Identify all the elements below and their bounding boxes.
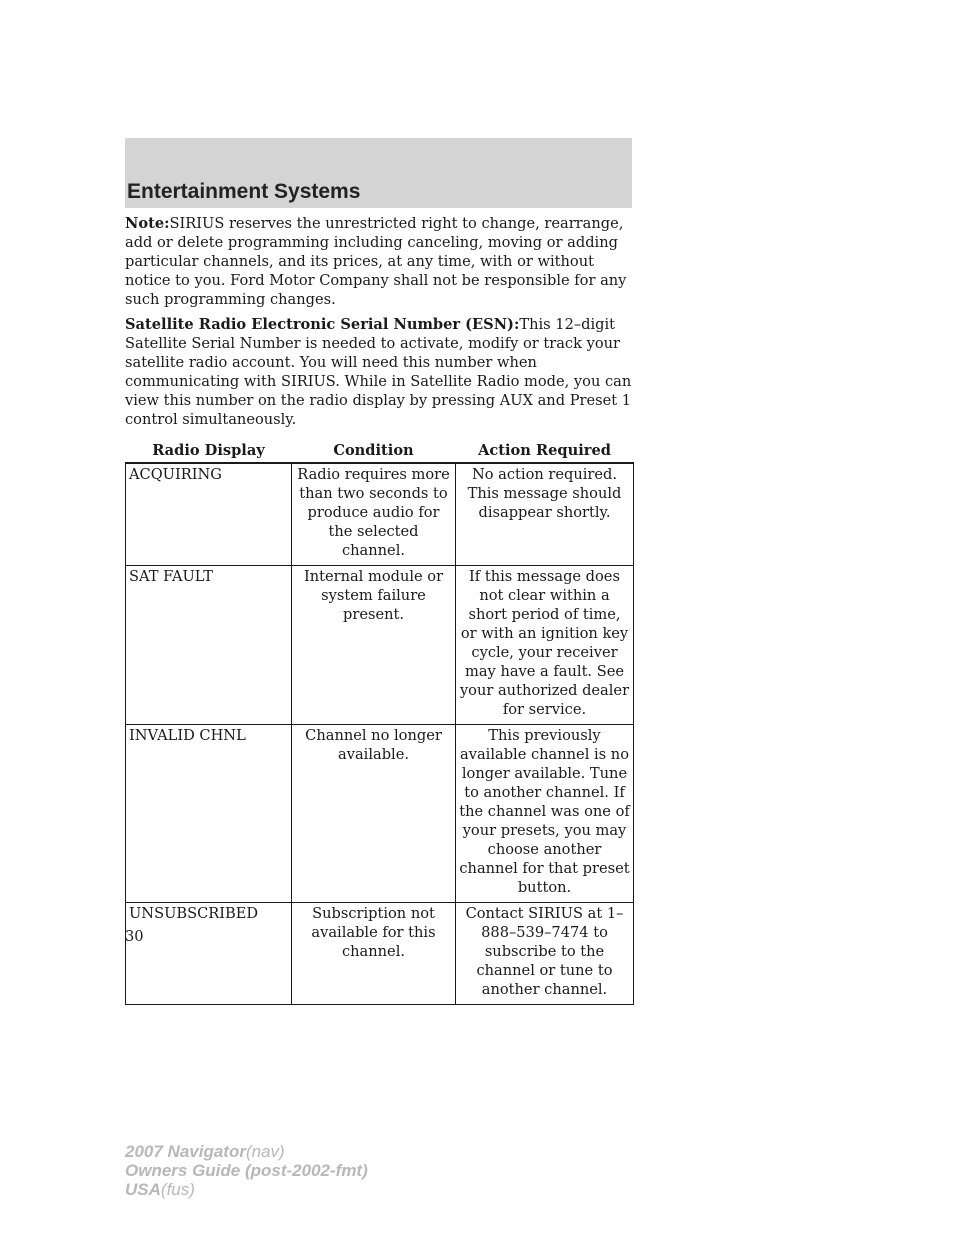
radio-display-cell: SAT FAULT	[126, 566, 292, 725]
table-row	[126, 725, 634, 903]
header-condition: Condition	[292, 437, 456, 463]
header-action-required: Action Required	[456, 437, 634, 463]
condition-cell: Channel no longer available.	[292, 725, 456, 903]
section-title: Entertainment Systems	[127, 180, 361, 203]
footer-model: 2007 Navigator	[125, 1142, 246, 1161]
footer-market: USA	[125, 1180, 161, 1199]
footer-market-code: (fus)	[160, 1180, 195, 1199]
page-content	[125, 214, 633, 1005]
esn-text: This 12–digit Satellite Serial Number is needed to activate, modify or track your satellite radio account. You will need this number when communicating with SIRIUS. While in Satellite Radio mode, you can view this number on the radio display by pressing AUX and Preset 1 control simultaneously.	[125, 316, 632, 428]
document-footer	[125, 1142, 368, 1199]
radio-display-cell: INVALID CHNL	[126, 725, 292, 903]
page-number: 30	[125, 928, 144, 945]
condition-cell: Subscription not available for this channel.	[292, 903, 456, 1005]
table-row	[126, 463, 634, 566]
footer-line-market	[125, 1180, 368, 1199]
table-row	[126, 903, 634, 1005]
action-cell: Contact SIRIUS at 1–888–539–7474 to subscribe to the channel or tune to another channel.	[456, 903, 634, 1005]
note-text: SIRIUS reserves the unrestricted right to change, rearrange, add or delete programming including canceling, moving or adding particular channels, and its prices, at any time, with or without notice to you. Ford Motor Company shall not be responsible for any such programming changes.	[125, 215, 627, 308]
note-paragraph	[125, 214, 633, 309]
footer-model-code: (nav)	[245, 1142, 285, 1161]
condition-cell: Internal module or system failure present.	[292, 566, 456, 725]
footer-line-model	[125, 1142, 368, 1161]
action-cell: No action required. This message should disappear shortly.	[456, 463, 634, 566]
section-header-band	[125, 138, 632, 208]
radio-display-cell: ACQUIRING	[126, 463, 292, 566]
action-cell: If this message does not clear within a short period of time, or with an ignition key cycle, your receiver may have a fault. See your authorized dealer for service.	[456, 566, 634, 725]
esn-lead: Satellite Radio Electronic Serial Number (ESN):	[125, 316, 520, 333]
action-cell: This previously available channel is no longer available. Tune to another channel. If the channel was one of your presets, you may choose another channel for that preset button.	[456, 725, 634, 903]
condition-cell: Radio requires more than two seconds to produce audio for the selected channel.	[292, 463, 456, 566]
header-radio-display: Radio Display	[126, 437, 292, 463]
footer-guide: Owners Guide (post-2002-fmt)	[125, 1161, 368, 1180]
table-header-row	[126, 437, 634, 463]
esn-paragraph	[125, 315, 633, 429]
note-lead: Note:	[125, 215, 170, 232]
radio-display-cell: UNSUBSCRIBED	[126, 903, 292, 1005]
table-row	[126, 566, 634, 725]
radio-display-table	[125, 437, 634, 1005]
